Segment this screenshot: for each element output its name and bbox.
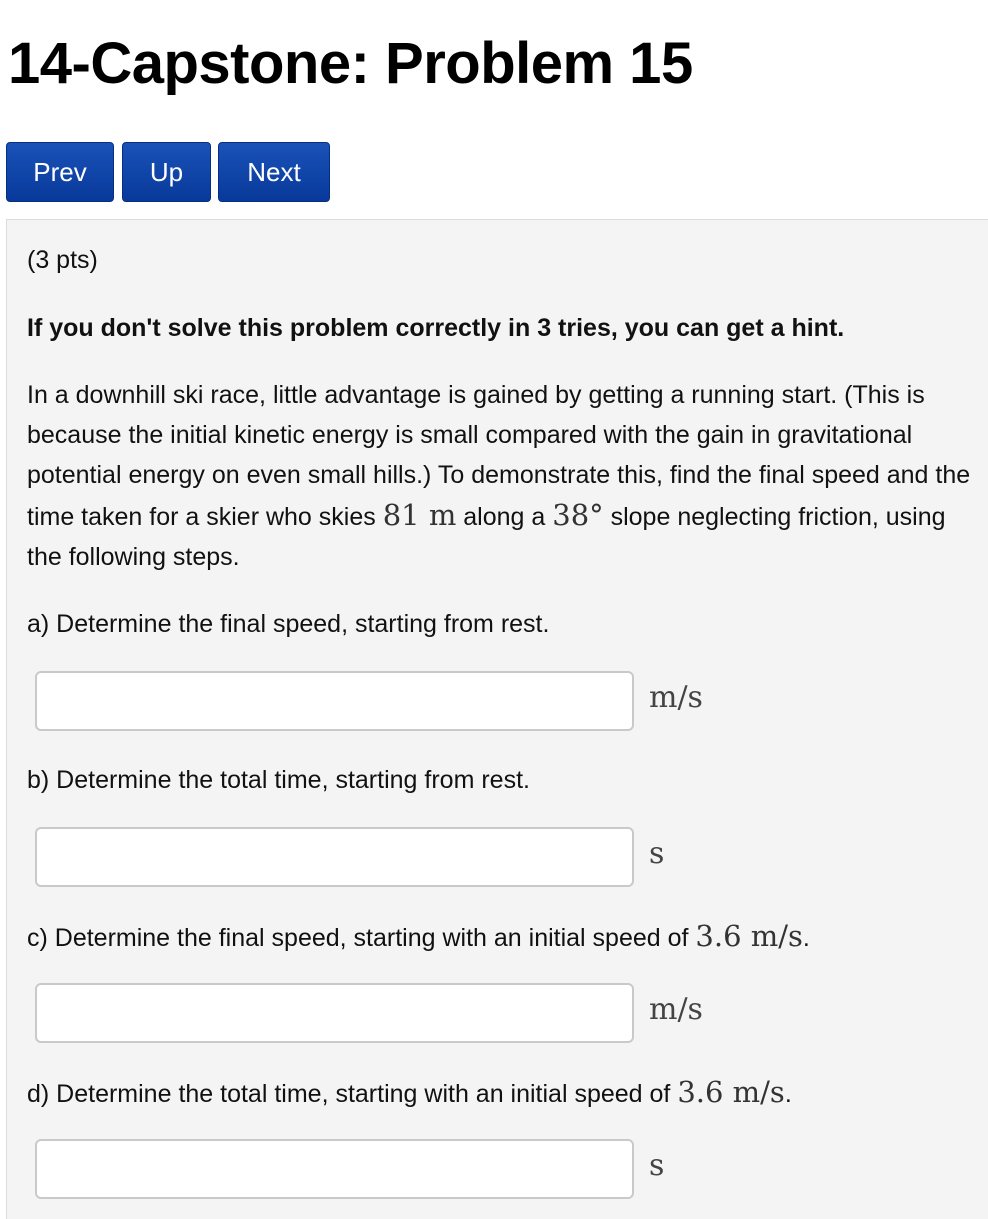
- problem-panel: [6, 219, 988, 1219]
- part-d-unit: s: [649, 1148, 665, 1183]
- part-a-unit: m/s: [649, 680, 703, 715]
- part-c-prompt: c) Determine the final speed, starting with an initial speed of: [27, 924, 696, 952]
- statement-text-3: slope neglecting friction, using the following steps.: [27, 503, 946, 571]
- statement-text-2: along a: [456, 503, 553, 531]
- part-c-prompt-line: c) Determine the final speed, starting with an initial speed of 3.6 m/s.: [27, 919, 810, 953]
- up-button[interactable]: Up: [122, 142, 211, 202]
- part-d-answer-input[interactable]: [35, 1139, 634, 1199]
- points-label: (3 pts): [27, 246, 98, 274]
- part-d-prompt-line: d) Determine the total time, starting with an initial speed of 3.6 m/s.: [27, 1075, 792, 1109]
- statement-text-1: In a downhill ski race, little advantage is gained by getting a running start. (This is because the initial kinetic energy is small compared with the gain in gravitational potential energy on even small hills.) To demonstrate this, find the final speed and the time taken for a skier who skies: [27, 381, 971, 531]
- part-d-initial-speed: 3.6 m/s: [677, 1075, 785, 1109]
- part-b-answer-input[interactable]: [35, 827, 634, 887]
- prev-button[interactable]: Prev: [6, 142, 114, 202]
- part-b-unit: s: [649, 836, 665, 871]
- part-a-answer-input[interactable]: [35, 671, 634, 731]
- part-a-prompt: a) Determine the final speed, starting from rest.: [27, 610, 550, 638]
- hint-notice: If you don't solve this problem correctly in 3 tries, you can get a hint.: [27, 314, 845, 342]
- part-d-prompt: d) Determine the total time, starting with an initial speed of: [27, 1080, 678, 1108]
- angle-value: 38°: [552, 498, 604, 532]
- part-b-prompt: b) Determine the total time, starting from rest.: [27, 766, 530, 794]
- distance-value: 81 m: [382, 498, 457, 532]
- part-c-unit: m/s: [649, 992, 703, 1027]
- next-button[interactable]: Next: [218, 142, 330, 202]
- problem-statement: [27, 375, 977, 577]
- part-c-initial-speed: 3.6 m/s: [695, 919, 803, 953]
- part-c-answer-input[interactable]: [35, 983, 634, 1043]
- page-title: 14-Capstone: Problem 15: [8, 31, 693, 96]
